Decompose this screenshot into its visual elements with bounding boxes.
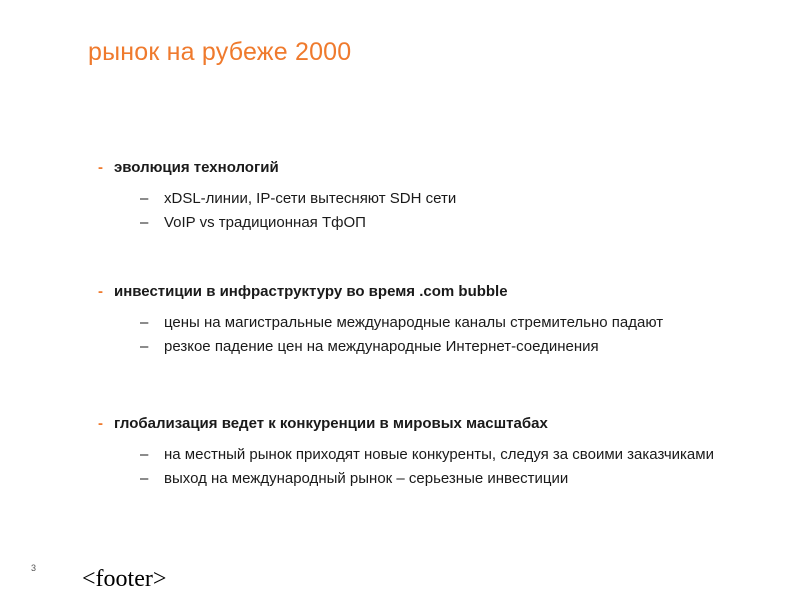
- slide-content: [98, 158, 718, 488]
- section-heading: [98, 414, 718, 434]
- list-item: [98, 469, 718, 488]
- sub-list: [98, 189, 718, 232]
- footer-placeholder: <footer>: [82, 566, 167, 592]
- section-globalization: [98, 414, 718, 488]
- list-item-text: цены на магистральные международные каналы стремительно падают: [164, 314, 664, 331]
- dash-marker: –: [140, 446, 149, 463]
- section-technology-evolution: [98, 158, 718, 282]
- list-item-text: выход на международный рынок – серьезные инвестиции: [164, 470, 569, 487]
- section-infrastructure-investment: [98, 282, 718, 414]
- dash-marker: –: [140, 190, 149, 207]
- page-number: 3: [31, 563, 37, 573]
- section-heading-text: эволюция технологий: [114, 159, 279, 176]
- list-item-text: резкое падение цен на международные Интернет-соединения: [164, 338, 599, 355]
- list-item-text: на местный рынок приходят новые конкуренты, следуя за своими заказчиками: [164, 446, 714, 463]
- section-heading-text: глобализация ведет к конкуренции в мировых масштабах: [114, 415, 548, 432]
- sub-list: [98, 445, 718, 488]
- bullet-marker: -: [98, 283, 103, 300]
- dash-marker: –: [140, 314, 149, 331]
- list-item-text: VoIP vs традиционная ТфОП: [164, 214, 366, 231]
- slide-title: рынок на рубеже 2000: [88, 38, 352, 66]
- dash-marker: –: [140, 470, 149, 487]
- sub-list: [98, 313, 718, 356]
- section-heading: [98, 158, 718, 178]
- list-item: [98, 213, 718, 232]
- list-item-text: xDSL-линии, IP-сети вытесняют SDH сети: [164, 190, 457, 207]
- list-item: [98, 337, 718, 356]
- dash-marker: –: [140, 214, 149, 231]
- bullet-marker: -: [98, 159, 103, 176]
- bullet-marker: -: [98, 415, 103, 432]
- list-item: [98, 189, 718, 208]
- dash-marker: –: [140, 338, 149, 355]
- list-item: [98, 313, 724, 332]
- list-item: [98, 445, 724, 464]
- section-heading: [98, 282, 718, 302]
- section-heading-text: инвестиции в инфраструктуру во время .com bubble: [114, 283, 508, 300]
